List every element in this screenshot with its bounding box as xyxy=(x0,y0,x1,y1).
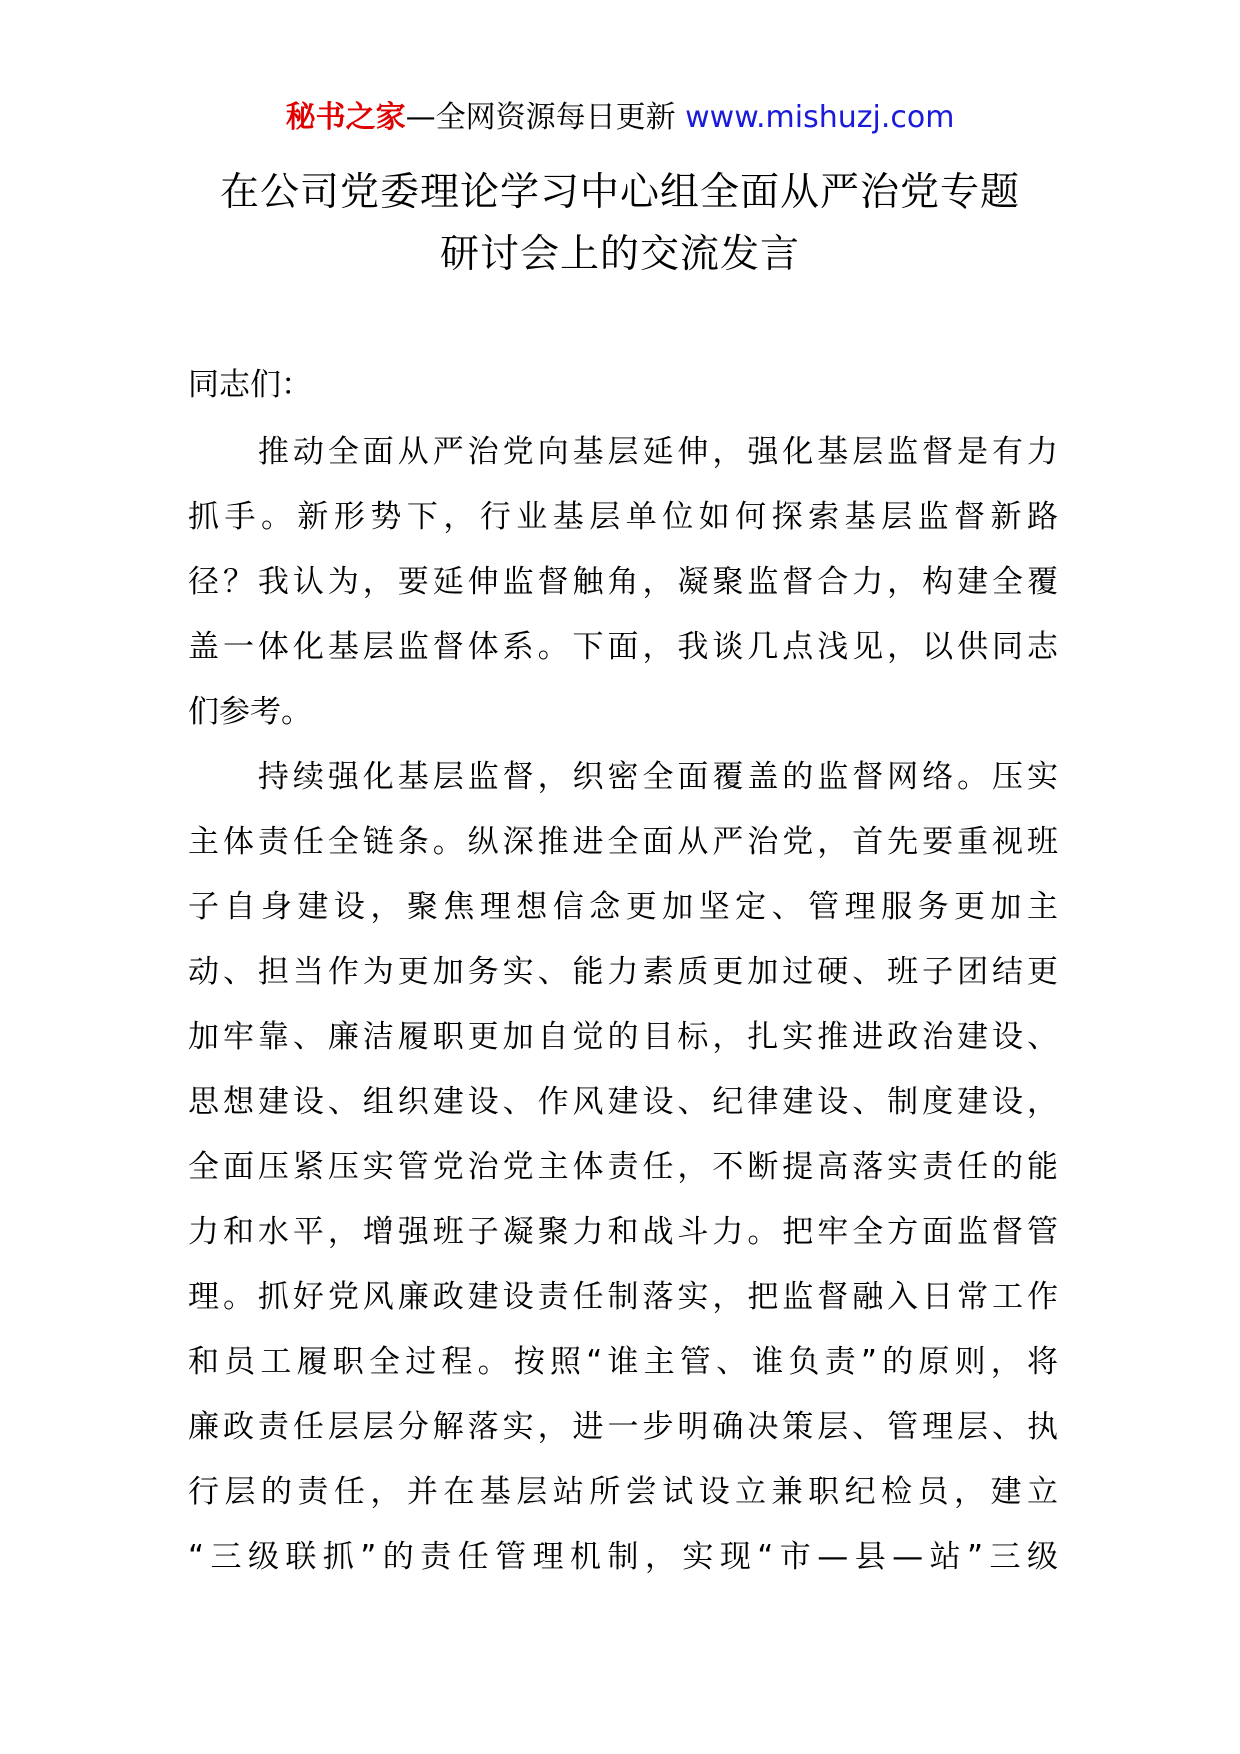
paragraph-line: “三级联抓”的责任管理机制，实现“市—县—站”三级 xyxy=(188,1539,1058,1575)
paragraph-line: 抓手。新形势下，行业基层单位如何探索基层监督新路 xyxy=(188,499,1058,535)
paragraph-line: 子自身建设，聚焦理想信念更加坚定、管理服务更加主 xyxy=(188,889,1058,925)
header-slogan: —全网资源每日更新 xyxy=(405,100,676,135)
salutation: 同志们： xyxy=(188,367,312,403)
brand-name: 秘书之家 xyxy=(285,100,406,135)
paragraph-line: 主体责任全链条。纵深推进全面从严治党，首先要重视班 xyxy=(188,824,1058,860)
paragraph-line: 理。抓好党风廉政建设责任制落实，把监督融入日常工作 xyxy=(188,1279,1058,1315)
paragraph-line: 廉政责任层层分解落实，进一步明确决策层、管理层、执 xyxy=(188,1409,1058,1445)
paragraph-2 xyxy=(188,745,1058,1590)
site-url-link[interactable]: www.mishuzj.com xyxy=(685,100,955,135)
paragraph-line: 全面压紧压实管党治党主体责任，不断提高落实责任的能 xyxy=(188,1149,1058,1185)
paragraph-line: 动、担当作为更加务实、能力素质更加过硬、班子团结更 xyxy=(188,954,1058,990)
paragraph-line: 思想建设、组织建设、作风建设、纪律建设、制度建设， xyxy=(188,1084,1058,1120)
document-title xyxy=(150,162,1090,286)
site-header xyxy=(0,98,1240,138)
paragraph-line: 们参考。 xyxy=(188,694,312,730)
paragraph-line: 力和水平，增强班子凝聚力和战斗力。把牢全方面监督管 xyxy=(188,1214,1058,1250)
paragraph-line: 和员工履职全过程。按照“谁主管、谁负责”的原则，将 xyxy=(188,1344,1058,1380)
document-body xyxy=(188,356,1058,1590)
paragraph-1 xyxy=(188,420,1058,745)
title-line-2: 研讨会上的交流发言 xyxy=(439,232,800,277)
title-line-1: 在公司党委理论学习中心组全面从严治党专题 xyxy=(219,170,1020,215)
paragraph-line: 行层的责任，并在基层站所尝试设立兼职纪检员，建立 xyxy=(188,1474,1058,1510)
paragraph-line: 加牢靠、廉洁履职更加自觉的目标，扎实推进政治建设、 xyxy=(188,1019,1058,1055)
paragraph-line: 盖一体化基层监督体系。下面，我谈几点浅见，以供同志 xyxy=(188,629,1058,665)
paragraph-line: 推动全面从严治党向基层延伸，强化基层监督是有力 xyxy=(188,434,1058,470)
paragraph-line: 径？我认为，要延伸监督触角，凝聚监督合力，构建全覆 xyxy=(188,564,1058,600)
paragraph-line: 持续强化基层监督，织密全面覆盖的监督网络。压实 xyxy=(188,759,1058,795)
